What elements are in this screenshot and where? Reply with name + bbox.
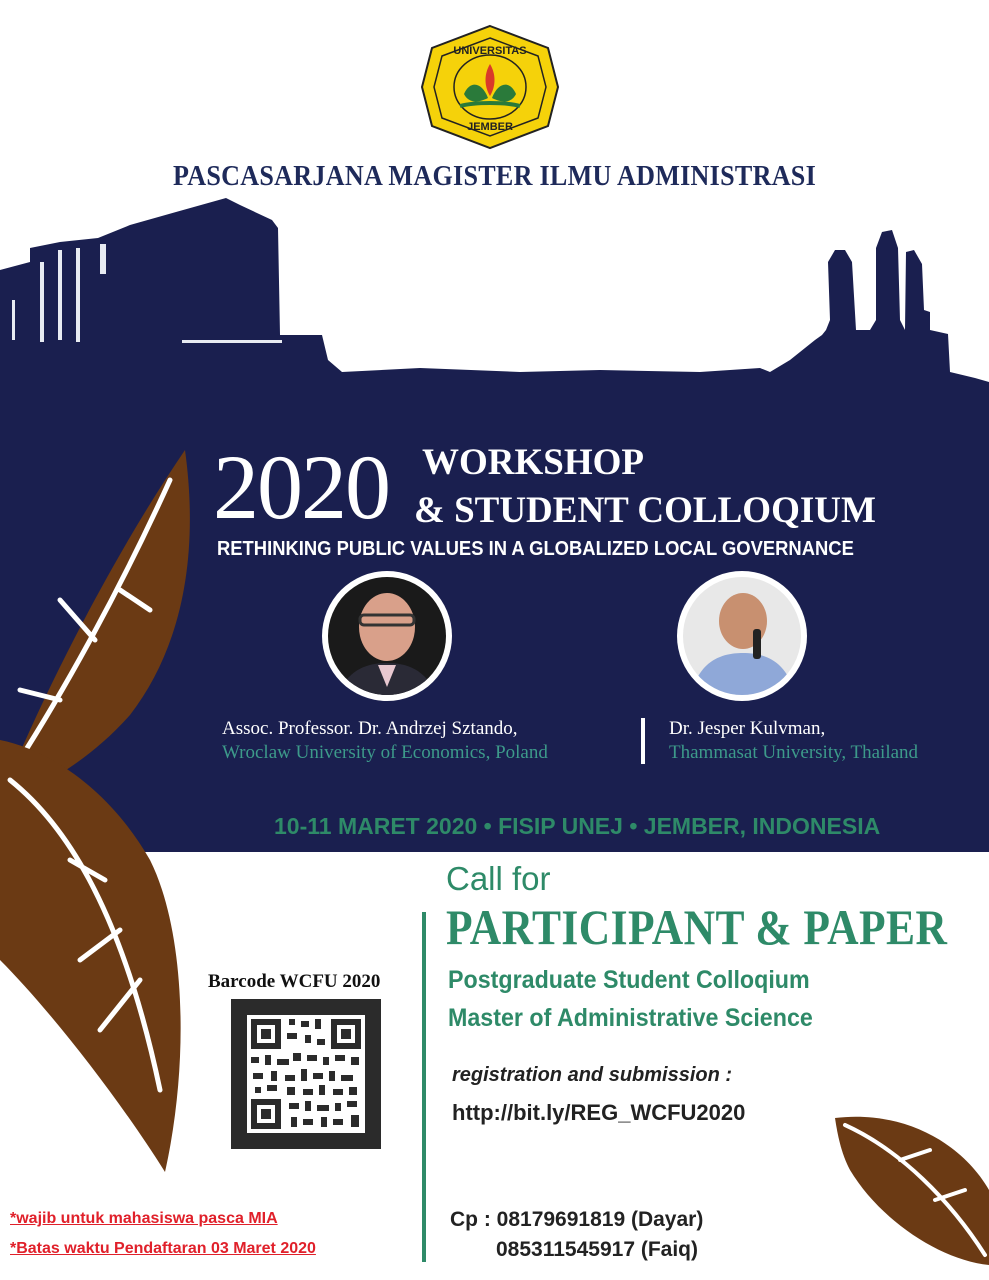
event-year: 2020 bbox=[213, 436, 389, 538]
qr-code[interactable] bbox=[231, 999, 381, 1149]
logo-text-top: UNIVERSITAS bbox=[453, 45, 527, 57]
call-for-label: Call for bbox=[446, 860, 551, 897]
university-logo bbox=[420, 24, 560, 150]
speaker-photo-1 bbox=[322, 571, 452, 701]
speaker-divider bbox=[641, 718, 645, 764]
speaker-1-name: Assoc. Professor. Dr. Andrzej Sztando, bbox=[222, 718, 518, 739]
program-line-2: Master of Administrative Science bbox=[448, 1004, 813, 1032]
program-line-1: Postgraduate Student Colloqium bbox=[448, 966, 810, 994]
logo-text-bottom: JEMBER bbox=[467, 121, 513, 133]
event-subtitle: RETHINKING PUBLIC VALUES IN A GLOBALIZED LOCAL GOVERNANCE bbox=[217, 538, 854, 560]
event-title-line2: & STUDENT COLLOQIUM bbox=[414, 490, 876, 531]
speaker-2-name: Dr. Jesper Kulvman, bbox=[669, 718, 826, 739]
registration-label: registration and submission : bbox=[452, 1064, 733, 1086]
barcode-label: Barcode WCFU 2020 bbox=[208, 971, 381, 992]
registration-link[interactable]: http://bit.ly/REG_WCFU2020 bbox=[452, 1100, 746, 1125]
event-date-location: 10-11 MARET 2020 • FISIP UNEJ • JEMBER, INDONESIA bbox=[274, 813, 881, 839]
call-headline: PARTICIPANT & PAPER bbox=[446, 899, 948, 955]
speaker-2-affiliation: Thammasat University, Thailand bbox=[669, 742, 919, 763]
speaker-1-affiliation: Wroclaw University of Economics, Poland bbox=[222, 742, 548, 763]
speaker-photo-2 bbox=[677, 571, 807, 701]
call-divider-line bbox=[422, 912, 426, 1262]
event-title-line1: WORKSHOP bbox=[422, 442, 645, 483]
note-mandatory: *wajib untuk mahasiswa pasca MIA bbox=[10, 1210, 278, 1227]
contact-line-1: Cp : 08179691819 (Dayar) bbox=[450, 1208, 704, 1231]
contact-line-2: 085311545917 (Faiq) bbox=[496, 1238, 698, 1261]
note-deadline: *Batas waktu Pendaftaran 03 Maret 2020 bbox=[10, 1240, 316, 1257]
institution-title: PASCASARJANA MAGISTER ILMU ADMINISTRASI bbox=[172, 160, 817, 192]
